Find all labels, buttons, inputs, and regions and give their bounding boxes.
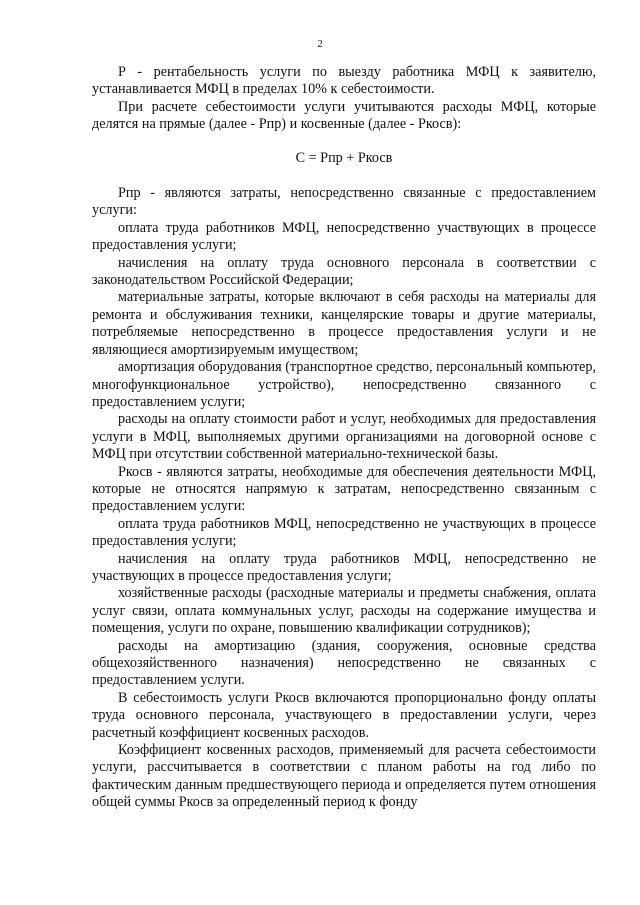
- document-body: [92, 64, 596, 812]
- paragraph-profitability: Р - рентабельность услуги по выезду работника МФЦ к заявителю, устанавливается МФЦ в пределах 10% к себестоимости.: [92, 64, 596, 98]
- paragraph-indirect-coefficient: Коэффициент косвенных расходов, применяемый для расчета себестоимости услуги, рассчитывается в соответствии с планом работы на год либо по фактическим данным предшествующего периода и определяется путем отношения общей суммы Ркосв за определенный период к фонду: [92, 742, 596, 811]
- cost-formula: С = Рпр + Ркосв: [295, 149, 393, 166]
- paragraph-indirect-costs: Ркосв - являются затраты, необходимые для обеспечения деятельности МФЦ, которые не относятся напрямую к затратам, непосредственно связанным с предоставлением услуги:: [92, 463, 596, 515]
- list-item-direct-wages: оплата труда работников МФЦ, непосредственно участвующих в процессе предоставления услуги;: [92, 219, 596, 254]
- list-item-third-party-services: расходы на оплату стоимости работ и услуг, необходимых для предоставления услуги в МФЦ, выполняемых другими организациями на договорной основе с МФЦ при отсутствии собственной материально-технической базы.: [92, 411, 596, 463]
- list-item-equipment-depreciation: амортизация оборудования (транспортное средство, персональный компьютер, многофункциональное устройство), непосредственно связанного с предоставлением услуги;: [92, 359, 596, 410]
- list-item-depreciation-expenses: расходы на амортизацию (здания, сооружения, основные средства общехозяйственного назначения) непосредственно не связанных с предоставлением услуги.: [92, 637, 596, 689]
- list-item-material-costs: материальные затраты, которые включают в себя расходы на материалы для ремонта и обслуживания техники, канцелярские товары и другие материалы, потребляемые непосредственно в процессе предоставления услуги и не являющиеся амортизируемым имуществом;: [92, 289, 596, 358]
- paragraph-cost-calculation: При расчете себестоимости услуги учитываются расходы МФЦ, которые делятся на прямые (далее - Рпр) и косвенные (далее - Ркосв):: [92, 98, 596, 133]
- paragraph-direct-costs: Рпр - являются затраты, непосредственно связанные с предоставлением услуги:: [92, 185, 596, 219]
- list-item-indirect-wages: оплата труда работников МФЦ, непосредственно не участвующих в процессе предоставления услуги;: [92, 515, 596, 550]
- page-number: 2: [317, 38, 323, 50]
- list-item-household-expenses: хозяйственные расходы (расходные материалы и предметы снабжения, оплата услуг связи, оплата коммунальных услуг, расходы на содержание имущества и помещения, услуги по охране, повышению квалификации сотрудников);: [92, 585, 596, 637]
- list-item-direct-accruals: начисления на оплату труда основного персонала в соответствии с законодательством Российской Федерации;: [92, 254, 596, 289]
- paragraph-indirect-allocation: В себестоимость услуги Ркосв включаются пропорционально фонду оплаты труда основного персонала, участвующего в предоставлении услуги, через расчетный коэффициент косвенных расходов.: [92, 689, 596, 741]
- list-item-indirect-accruals: начисления на оплату труда работников МФЦ, непосредственно не участвующих в процессе предоставления услуги;: [92, 550, 596, 584]
